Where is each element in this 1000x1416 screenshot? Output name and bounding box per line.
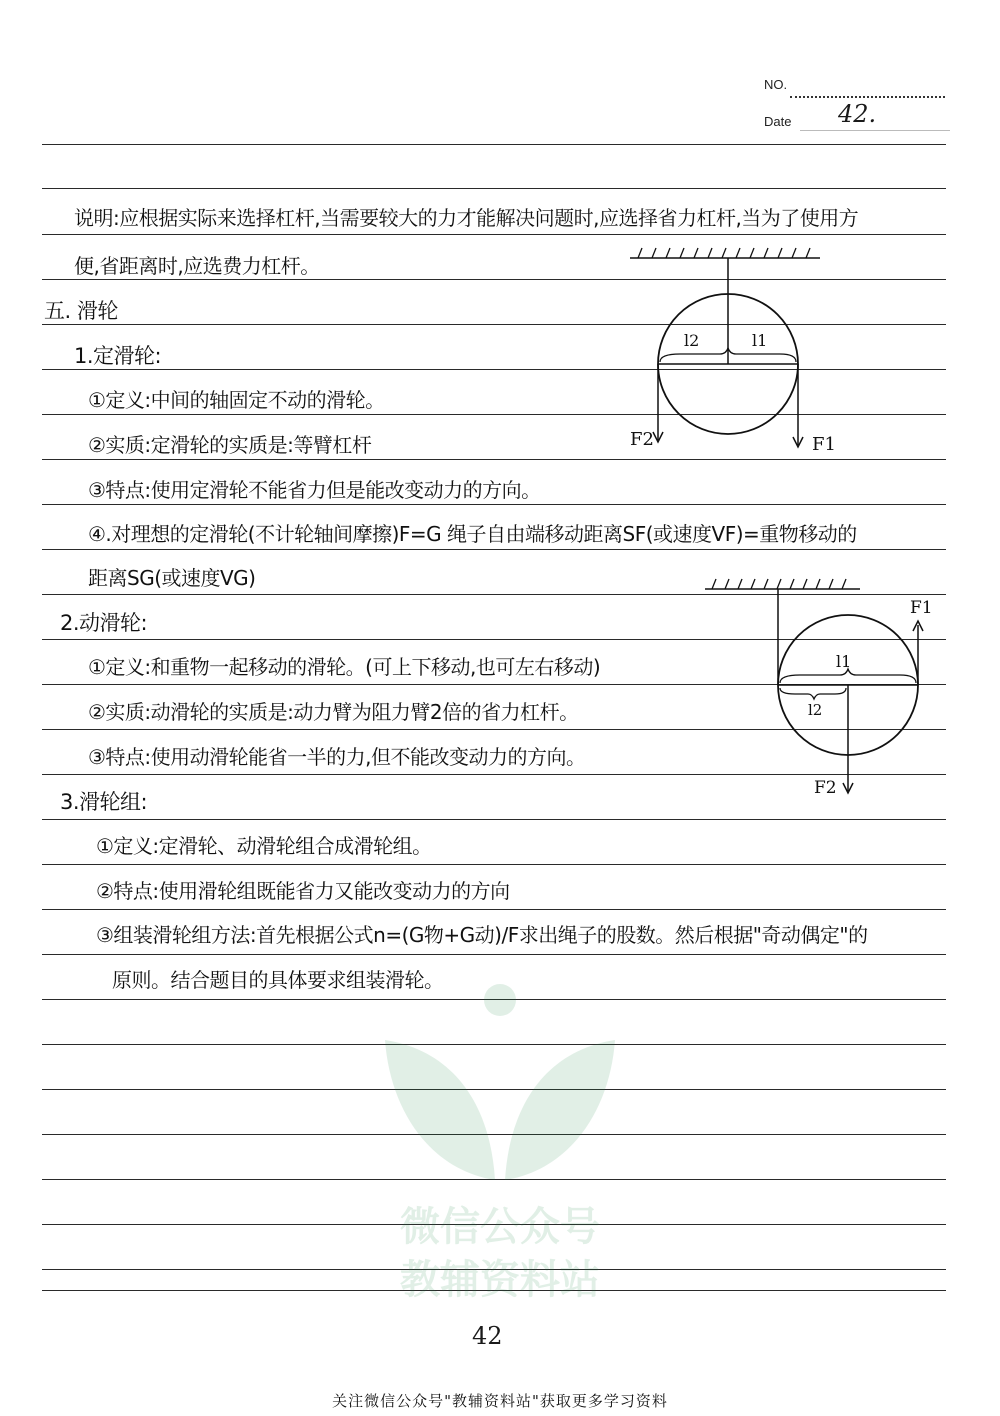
fixed-pulley-definition: ①定义:中间的轴固定不动的滑轮。 (88, 388, 385, 412)
fixed-pulley-ideal-line2: 距离SG(或速度VG) (88, 566, 256, 590)
fixed-f1-label: F1 (812, 434, 836, 455)
date-underline (800, 130, 950, 131)
fixed-l2-label: l2 (684, 331, 700, 350)
page-number: 42 (472, 1322, 503, 1350)
watermark-line2: 教辅资料站 (400, 1257, 600, 1303)
ruled-line (42, 188, 946, 189)
movable-f2-label: F2 (814, 778, 837, 798)
pulley-group-method-line1: ③组装滑轮组方法:首先根据公式n=(G物+G动)/F求出绳子的股数。然后根据"奇动偶定"的 (96, 923, 868, 947)
movable-l1-label: l1 (836, 652, 852, 671)
ruled-line (42, 864, 946, 865)
fixed-f2-label: F2 (630, 429, 654, 450)
pulley-group-title: 3.滑轮组: (60, 790, 148, 814)
ruled-line (42, 819, 946, 820)
footer-note: 关注微信公众号"教辅资料站"获取更多学习资料 (332, 1392, 668, 1410)
fixed-pulley-feature: ③特点:使用定滑轮不能省力但是能改变动力的方向。 (88, 478, 541, 502)
movable-pulley-title: 2.动滑轮: (60, 611, 148, 635)
movable-pulley-definition: ①定义:和重物一起移动的滑轮。(可上下移动,也可左右移动) (88, 655, 601, 679)
movable-f1-label: F1 (910, 598, 933, 618)
pulley-group-definition: ①定义:定滑轮、动滑轮组合成滑轮组。 (96, 834, 432, 858)
date-value: 42. (838, 100, 877, 128)
leaf-logo-icon (370, 980, 630, 1190)
ruled-line (42, 549, 946, 550)
ruled-line (42, 909, 946, 910)
pulley-group-feature: ②特点:使用滑轮组既能省力又能改变动力的方向 (96, 879, 510, 903)
movable-pulley-diagram (700, 565, 940, 809)
note-line2: 便,省距离时,应选费力杠杆。 (74, 254, 320, 278)
note-line1: 说明:应根据实际来选择杠杆,当需要较大的力才能解决问题时,应选择省力杠杆,当为了使用方 (74, 206, 859, 230)
no-dotted-line (790, 96, 945, 98)
fixed-pulley-essence: ②实质:定滑轮的实质是:等臂杠杆 (88, 433, 372, 457)
ruled-line (42, 144, 946, 145)
movable-pulley-essence: ②实质:动滑轮的实质是:动力臂为阻力臂2倍的省力杠杆。 (88, 700, 579, 724)
fixed-pulley-title: 1.定滑轮: (74, 344, 162, 368)
ruled-line (42, 234, 946, 235)
no-label: NO. (764, 77, 788, 92)
fixed-pulley-ideal-line1: ④.对理想的定滑轮(不计轮轴间摩擦)F=G 绳子自由端移动距离SF(或速度VF)=重物移动的 (88, 522, 857, 546)
movable-pulley-feature: ③特点:使用动滑轮能省一半的力,但不能改变动力的方向。 (88, 745, 586, 769)
date-label: Date (764, 114, 792, 129)
pulley-group-method-line2: 原则。结合题目的具体要求组装滑轮。 (112, 968, 444, 992)
watermark (370, 980, 630, 1310)
ruled-line (42, 504, 946, 505)
watermark-line1: 微信公众号 (400, 1204, 600, 1250)
ruled-line (42, 954, 946, 955)
fixed-pulley-diagram (620, 240, 840, 464)
movable-l2-label: l2 (808, 701, 823, 719)
section5-title: 五. 滑轮 (44, 299, 118, 323)
fixed-l1-label: l1 (752, 331, 768, 350)
